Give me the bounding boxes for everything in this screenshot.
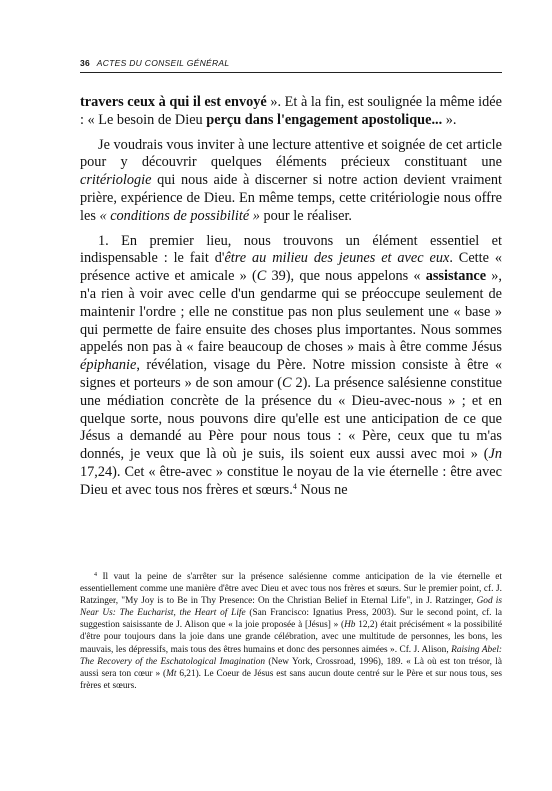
text-run: ». Et à la fin, est soulignée la même idée : « Le besoin de Dieu bbox=[80, 94, 502, 128]
italic-phrase: épiphanie bbox=[80, 357, 137, 374]
text-run: », n'a rien à voir avec celle d'un gendarme qui se préoccupe seulement de maintenir l'ordre ; elle ne constitue pas non plus seulement une « base » qui permette de faire ensuite des choses plus importantes. Nous sommes appelés non pas à « faire beaucoup de choses » mais à être comme Jésus bbox=[80, 268, 503, 356]
italic-phrase: « conditions de possibilité » bbox=[99, 207, 260, 224]
footnote-marker[interactable]: 4 bbox=[292, 481, 297, 491]
text-run: 2). La présence salésienne constitue une médiation concrète de la présence du « Dieu-avec-nous » ; et en quelque sorte, nous pouvons dire qu'elle est une anticipation de ce que Jésus a demandé au Père pour nous tous : « Père, ceux que tu m'as donnés, je veux que là où je suis, ils soient eux aussi avec moi » ( bbox=[80, 374, 503, 463]
footnote-text bbox=[80, 571, 502, 692]
paragraph-continuation bbox=[80, 94, 502, 130]
text-run: ». bbox=[442, 111, 457, 128]
bold-phrase: perçu dans l'engagement apostolique... bbox=[206, 111, 443, 128]
paragraph-criteriologie bbox=[80, 137, 502, 226]
italic-title: Raising Abel: The Recovery of the Eschatological Imagination bbox=[80, 644, 502, 667]
italic-phrase: être au milieu des jeunes et avec eux bbox=[224, 250, 450, 267]
footnote-number: 4 bbox=[94, 572, 97, 578]
text-run: Je voudrais vous inviter à une lecture attentive et soignée de cet article pour y découvrir quelques éléments précieux constituant une bbox=[80, 136, 502, 171]
text-run: Il vaut la peine de s'arrêter sur la présence salésienne comme anticipation de la vie éternelle et essentiellement comme une manière d'être avec Dieu et avec tous nos frères et sœurs. Sur le premier point, cf. J. Ratzinger, "My Joy is to Be in Thy Presence: On the Christian Belief in Eternal Life", in J. Ratzinger, bbox=[80, 572, 502, 607]
text-run: 6,21). Le Coeur de Jésus est sans aucun doute centré sur le Père et sur nous tous, ses frères et sœurs. bbox=[80, 668, 503, 691]
text-run: qui nous aide à discerner si notre action devient vraiment prière, expérience de Dieu. En même temps, cette critériologie nous offre les bbox=[80, 172, 502, 224]
main-text bbox=[80, 94, 502, 500]
text-run: 39), que nous appelons « bbox=[266, 268, 426, 285]
italic-ref: Jn bbox=[488, 446, 502, 463]
italic-ref: Mt bbox=[166, 668, 177, 679]
text-run: . Cette « présence active et amicale » ( bbox=[80, 250, 502, 285]
bold-phrase: assistance bbox=[425, 268, 487, 285]
italic-ref: C bbox=[256, 268, 267, 285]
text-run: 12,2) était précisément « la possibilité d'être pour toujours dans la joie dans une grande célébration, avec une multitude de personnes, les bons, les mauvais, les dépressifs, mais tous des êtres humains et donc des personnes aimées ». Cf. J. Alison, bbox=[80, 620, 502, 655]
text-run: 1. En premier lieu, nous trouvons un élément essentiel et indispensable : le fait d' bbox=[80, 232, 502, 267]
italic-title: God is Near Us: The Eucharist, the Heart of Life bbox=[80, 596, 502, 619]
text-run: pour le réaliser. bbox=[259, 207, 353, 224]
italic-ref: Hb bbox=[344, 620, 356, 631]
bold-phrase: travers ceux à qui il est envoyé bbox=[80, 94, 267, 110]
text-run: (New York, Crossroad, 1996), 189. « Là où est ton trésor, là aussi sera ton cœur » ( bbox=[80, 656, 502, 679]
text-run: Nous ne bbox=[296, 481, 348, 498]
running-header bbox=[80, 57, 502, 73]
text-run: , révélation, visage du Père. Notre mission consiste à être « signes et porteurs » de son amour ( bbox=[80, 357, 502, 391]
page-number: 36 bbox=[80, 58, 91, 68]
footnote bbox=[80, 571, 502, 692]
running-title: ACTES DU CONSEIL GÉNÉRAL bbox=[96, 58, 230, 68]
italic-phrase: critériologie bbox=[80, 172, 152, 189]
text-run: 17,24). Cet « être-avec » constitue le noyau de la vie éternelle : être avec Dieu et avec tous nos frères et sœurs. bbox=[80, 463, 502, 498]
italic-ref: C bbox=[282, 374, 292, 391]
text-run: (San Francisco: Ignatius Press, 2003). Sur le second point, cf. la suggestion saisissante de J. Alison que « la joie proposée à [Jésus] » ( bbox=[80, 608, 502, 631]
paragraph-point-one bbox=[80, 233, 502, 500]
